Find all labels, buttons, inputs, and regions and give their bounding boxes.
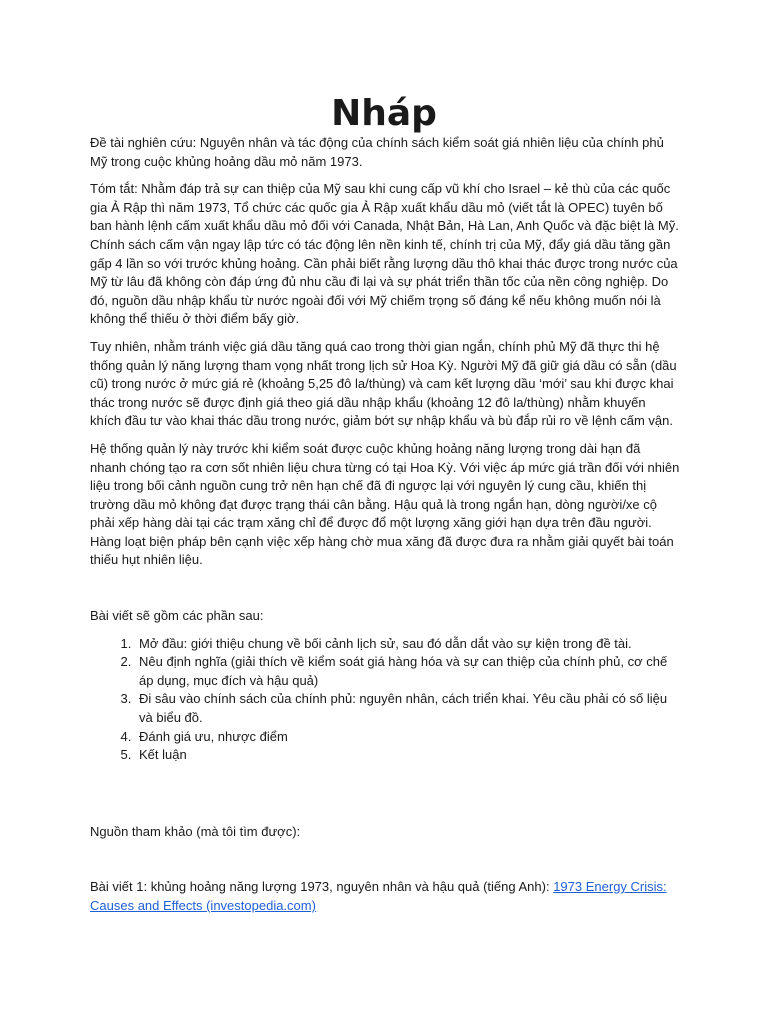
- outline-list: [90, 635, 680, 765]
- research-topic: Đề tài nghiên cứu: Nguyên nhân và tác động của chính sách kiểm soát giá nhiên liệu của chính phủ Mỹ trong cuộc khủng hoảng dầu mỏ năm 1973.: [90, 135, 664, 169]
- page-title: Nháp: [331, 93, 437, 134]
- reference-item: [90, 878, 680, 915]
- references-heading: Nguồn tham khảo (mà tôi tìm được):: [90, 823, 301, 839]
- list-item: 5. Kết luận: [135, 746, 680, 765]
- reference-link[interactable]: 1973 Energy Crisis: Causes and Effects (investopedia.com): [90, 879, 667, 913]
- list-item: 2. Nêu định nghĩa (giải thích về kiểm soát giá hàng hóa và sự can thiệp của chính phủ, cơ chế áp dụng, mục đích và hậu quả): [135, 653, 680, 690]
- list-item: 3. Đi sâu vào chính sách của chính phủ: nguyên nhân, cách triển khai. Yêu cầu phải có số liệu và biểu đồ.: [135, 690, 680, 727]
- body-paragraph: Hệ thống quản lý này trước khi kiểm soát được cuộc khủng hoảng năng lượng trong dài hạn đã nhanh chóng tạo ra cơn sốt nhiên liệu chưa từng có tại Hoa Kỳ. Với việc áp mức giá trần đối với nhiên liệu trong bối cảnh nguồn cung trở nên hạn chế đã đi ngược lại với nguyên lý cung cầu, khiến thị trường dầu mỏ không đạt được trạng thái cân bằng. Hậu quả là trong ngắn hạn, dòng người/xe cộ phải xếp hàng dài tại các trạm xăng chỉ để được đổ một lượng xăng giới hạn dựa trên đầu người. Hàng loạt biện pháp bên cạnh việc xếp hàng chờ mua xăng đã được đưa ra nhằm giải quyết bài toán thiếu hụt nhiên liệu.: [90, 440, 680, 568]
- reference-label: Bài viết 1: khủng hoảng năng lượng 1973, nguyên nhân và hậu quả (tiếng Anh):: [90, 879, 554, 895]
- outline-intro: Bài viết sẽ gồm các phần sau:: [90, 608, 264, 624]
- list-item: 4. Đánh giá ưu, nhược điểm: [135, 728, 680, 747]
- body-paragraph: Tuy nhiên, nhằm tránh việc giá dầu tăng quá cao trong thời gian ngắn, chính phủ Mỹ đã thực thi hệ thống quản lý năng lượng tham vọng nhất trong lịch sử Hoa Kỳ. Người Mỹ đã giữ giá dầu có sẵn (dầu cũ) trong nước ở mức giá rẻ (khoảng 5,25 đô la/thùng) và cam kết lượng dầu ‘mới’ sau khi được khai thác trong nước sẽ được định giá theo giá dầu nhập khẩu (khoảng 12 đô la/thùng) nhằm khuyến khích đầu tư vào khai thác dầu trong nước, giảm bớt sự nhập khẩu và bù đắp rủi ro về lệnh cấm vận.: [90, 338, 677, 429]
- list-item: 1. Mở đầu: giới thiệu chung về bối cảnh lịch sử, sau đó dẫn dắt vào sự kiện trong đề tài.: [135, 635, 680, 654]
- document-body: [90, 134, 680, 925]
- summary-paragraph: Tóm tắt: Nhằm đáp trả sự can thiệp của Mỹ sau khi cung cấp vũ khí cho Israel – kẻ thù của các quốc gia Ả Rập thì năm 1973, Tổ chức các quốc gia Ả Rập xuất khẩu dầu mỏ (viết tắt là OPEC) tuyên bố ban hành lệnh cấm xuất khẩu dầu mỏ đối với Canada, Nhật Bản, Hà Lan, Anh Quốc và đặc biệt là Mỹ. Chính sách cấm vận ngay lập tức có tác động lên nền kinh tế, chính trị của Mỹ, đẩy giá dầu tăng gần gấp 4 lần so với trước khủng hoảng. Cần phải biết rằng lượng dầu thô khai thác được trong nước của Mỹ từ lâu đã không còn đáp ứng đủ nhu cầu đi lại và sự phát triển thần tốc của nền công nghiệp. Do đó, nguồn dầu nhập khẩu từ nước ngoài đối với Mỹ chiếm trọng số đáng kể nếu không muốn nói là không thể thiếu ở thời điểm bấy giờ.: [90, 181, 679, 327]
